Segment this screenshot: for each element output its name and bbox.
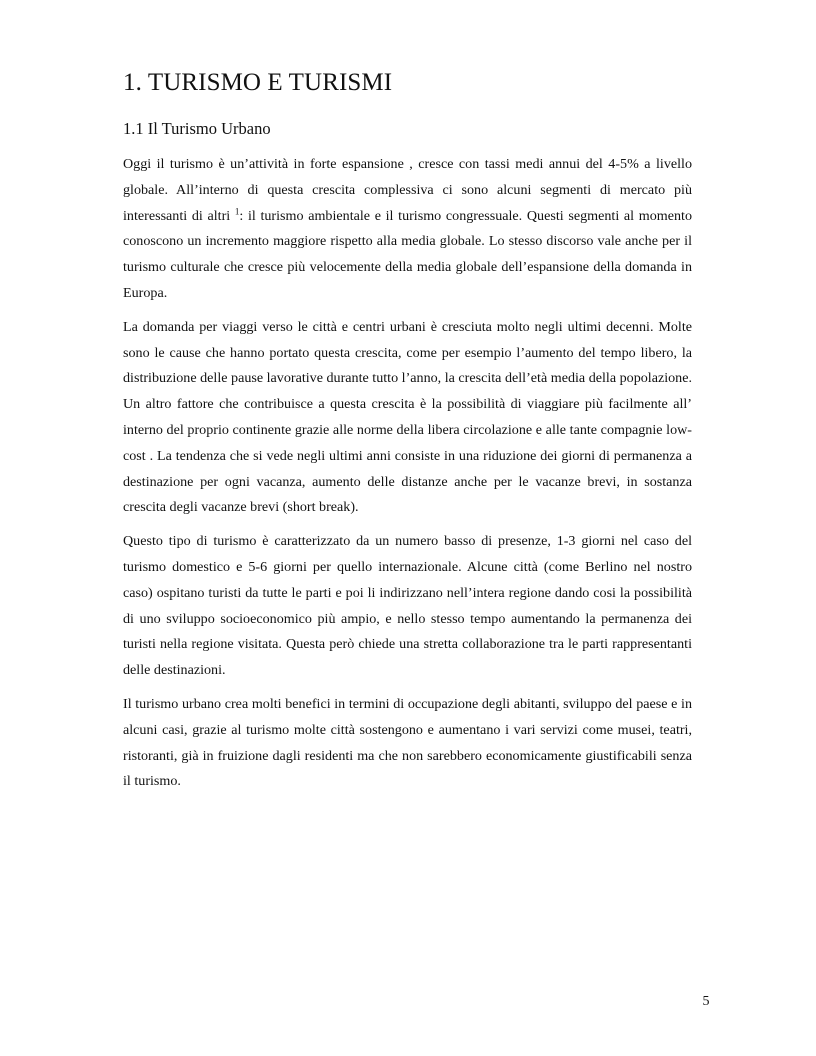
page-number: 5 xyxy=(702,994,710,1009)
paragraph-2: La domanda per viaggi verso le città e centri urbani è cresciuta molto negli ultimi decenni. Molte sono le cause che hanno portato questa crescita, come per esempio l’aumento del tempo libero, la distribuzione delle pause lavorative durante tutto l’anno, la crescita dell’età media della popolazione. Un altro fattore che contribuisce a questa crescita è la possibilità di viaggiare più facilmente all’ interno del proprio continente grazie alle norme della libera circolazione e alle tante compagnie low-cost . La tendenza che si vede negli ultimi anni consiste in una riduzione dei giorni di permanenza a destinazione per ogni vacanza, aumento delle distanze anche per le vacanze brevi, in sostanza crescita degli vacanze brevi (short break). xyxy=(123,318,693,516)
paragraph-1-text-end: : il turismo ambientale e il turismo congressuale. Questi segmenti al momento conoscono un incremento maggiore rispetto alla media globale. Lo stesso discorso vale anche per il turismo culturale che cresce più velocemente della media globale dell’espansione della domanda in Europa. xyxy=(123,207,692,301)
paragraph-3: Questo tipo di turismo è caratterizzato da un numero basso di presenze, 1-3 giorni nel caso del turismo domestico e 5-6 giorni per quello internazionale. Alcune città (come Berlino nel nostro caso) ospitano turisti da tutte le parti e poi li indirizzano nell’intera regione dando cosi la possibilità di uno sviluppo socioeconomico più ampio, e nello stesso tempo aumentando la permanenza dei turisti nella regione visitata. Questa però chiede una stretta collaborazione tra le parti rappresentanti delle destinazioni. xyxy=(123,533,692,679)
paragraph-1-text-start: Oggi il turismo è un’attività in forte espansione , cresce con tassi medi annui del 4-5% a livello globale. All’interno di questa crescita complessiva ci sono alcuni segmenti di mercato più interessanti di altri xyxy=(123,156,692,224)
footnote-reference[interactable]: 1 xyxy=(234,205,240,216)
document-page xyxy=(123,66,692,803)
section-title: 1.1 Il Turismo Urbano xyxy=(123,119,271,138)
paragraph-4: Il turismo urbano crea molti benefici in termini di occupazione degli abitanti, sviluppo del paese e in alcuni casi, grazie al turismo molte città sostengono e aumentano i vari servizi come musei, teatri, ristoranti, già in fruizione dagli residenti ma che non sarebbero economicamente giustificabili senza il turismo. xyxy=(123,695,692,790)
chapter-title: 1. TURISMO E TURISMI xyxy=(123,69,393,96)
paragraph-1 xyxy=(123,152,692,307)
